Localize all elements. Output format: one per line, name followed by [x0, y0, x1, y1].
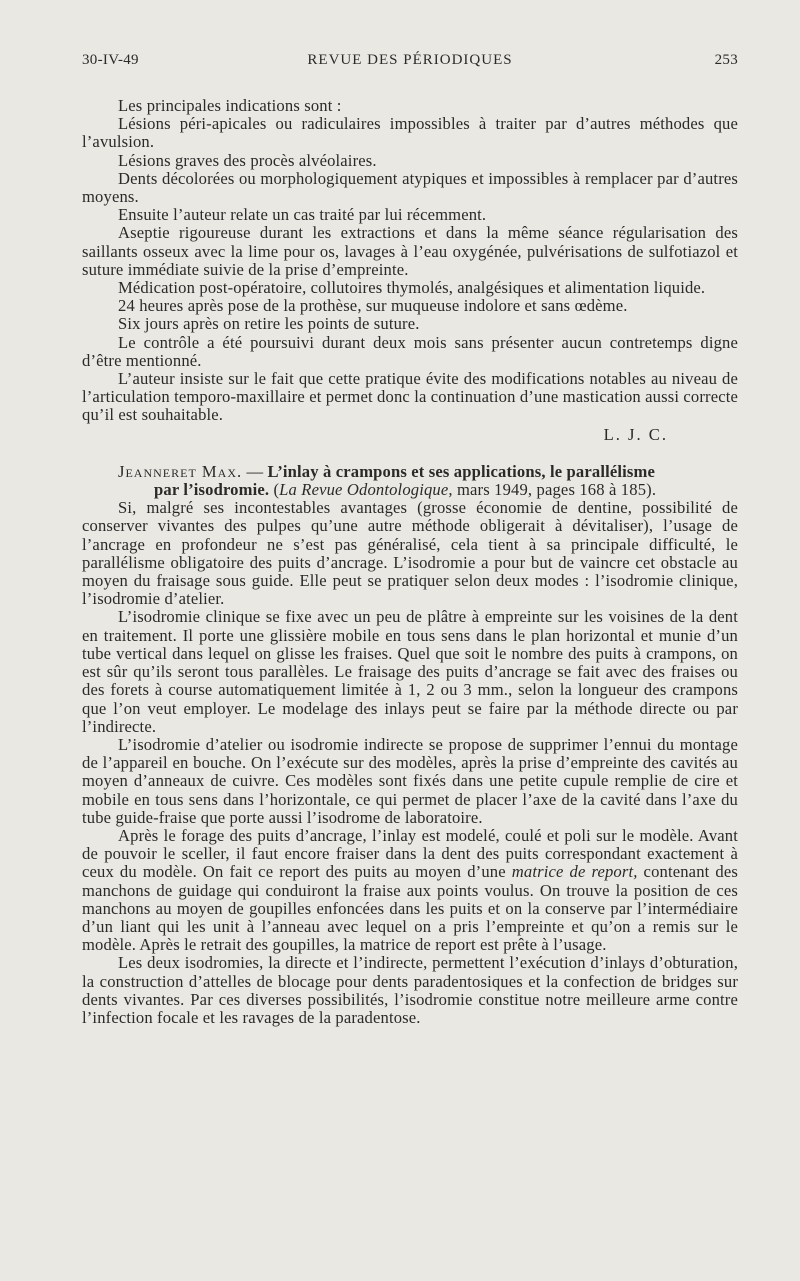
entry-source-open: ( [269, 480, 280, 500]
entry-journal: La Revue Odontologique, [279, 480, 453, 500]
paragraph: Les deux isodromies, la directe et l’indirecte, permettent l’exécution d’inlays d’obturation, la construction d’attelles de blocage pour dents paradentosiques et la confection de bridges sur dents vivantes. Par ces diverses possibilités, l’isodromie constitue notre meilleure arme contre l’infection focale et les ravages de la paradentose. [82, 953, 738, 1027]
entry-author: Jeanneret Max. [118, 461, 243, 481]
paragraph: Le contrôle a été poursuivi durant deux mois sans présenter aucun contretemps digne d’être mentionné. [82, 332, 738, 370]
entry-heading [82, 463, 738, 499]
paragraph: L’isodromie d’atelier ou isodromie indirecte se propose de supprimer l’ennui du montage de l’appareil en bouche. On l’exécute sur des modèles, après la prise d’empreinte des cavités au moyen d’anneaux de cuivre. Ces modèles sont fixés dans une petite cupule remplie de cire et mobile en tous sens dans l’horizontale, ce qui permet de placer l’axe de la cavité dans l’axe du tube guide-fraise que porte aussi l’isodrome de laboratoire. [82, 734, 738, 827]
paragraph [82, 827, 738, 954]
paragraph: Lésions péri-apicales ou radiculaires impossibles à traiter par d’autres méthodes que l’avulsion. [82, 114, 738, 152]
header-title: REVUE DES PÉRIODIQUES [307, 52, 513, 68]
paragraph: L’isodromie clinique se fixe avec un peu de plâtre à empreinte sur les voisines de la dent en traitement. Il porte une glissière mobile en tous sens dans le plan horizontal et munie d’un tube vertical dans lequel on glisse les fraises. Quel que soit le nombre des puits à crampons, on est sûr qu’ils seront tous parallèles. Le fraisage des puits d’ancrage se fait avec des fraises ou des forets à course automatiquement limitée à 1, 2 ou 3 mm., selon la longueur des crampons que l’on veut employer. Le modelage des inlays peut se faire par la méthode directe ou par l’indirecte. [82, 607, 738, 736]
previous-review [82, 97, 738, 444]
journal-page [82, 52, 738, 1027]
paragraph-text: contenant des manchons de guidage qui conduiront la fraise aux points voulus. On trouve la position de ces manchons au moyen de goupilles enfoncées dans les puits et on la conserve par l’intermédiaire d’un liant qui les unit à l’anneau avec lequel on a pris l’empreinte et qu’on a remis sur le modèle. Après le retrait des goupilles, la matrice de report est prête à l’usage. [82, 862, 738, 955]
page-number: 253 [714, 52, 738, 68]
entry-title: L’inlay à crampons et ses applications, le parallélisme [267, 461, 655, 481]
reviewer-signature: L. J. C. [603, 424, 668, 444]
running-header [82, 52, 738, 74]
paragraph: Médication post-opératoire, collutoires thymolés, analgésiques et alimentation liquide. [118, 278, 706, 298]
paragraph: Les principales indications sont : [118, 96, 342, 115]
header-date: 30-IV-49 [82, 52, 139, 68]
paragraph: Ensuite l’auteur relate un cas traité par lui récemment. [118, 205, 487, 225]
article-body [82, 97, 738, 1027]
entry-title-end: par l’isodromie. [154, 480, 270, 500]
entry-source: mars 1949, pages 168 à 185). [452, 480, 657, 500]
paragraph: 24 heures après pose de la prothèse, sur muqueuse indolore et sans œdème. [118, 296, 628, 316]
italic-term: matrice de report, [511, 862, 638, 882]
paragraph: L’auteur insiste sur le fait que cette pratique évite des modifications notables au niveau de l’articulation temporo-maxillaire et permet donc la continuation d’une mastication aussi correcte qu’il est souhaitable. [82, 369, 738, 425]
paragraph: Aseptie rigoureuse durant les extractions et dans la même séance régularisation des saillants osseux avec la lime pour os, lavages à l’eau oxygénée, pulvérisations de sulfotiazol et suture immédiate suivie de la prise d’empreinte. [82, 223, 738, 279]
paragraph: Si, malgré ses incontestables avantages (grosse économie de dentine, possibilité de conserver vivantes des pulpes qu’une autre méthode obligerait à dévitaliser), l’usage de l’ancrage en profondeur ne s’est pas généralisé, cela tient à sa principale difficulté, le parallélisme obligatoire des puits d’ancrage. L’isodromie a pour but de vaincre cet obstacle au moyen du fraisage sous guide. Elle peut se pratiquer selon deux modes : l’isodromie clinique, l’isodromie d’atelier. [82, 498, 738, 609]
paragraph: Six jours après on retire les points de suture. [118, 314, 420, 334]
entry-title-continued [82, 481, 738, 499]
paragraph: Dents décolorées ou morphologiquement atypiques et impossibles à remplacer par d’autres moyens. [82, 168, 738, 207]
entry-dash: — [242, 461, 268, 481]
review-entry [82, 463, 738, 1027]
paragraph: Lésions graves des procès alvéolaires. [118, 150, 377, 170]
paragraph-text: Après le forage des puits d’ancrage, l’inlay est modelé, coulé et poli sur le modèle. Avant de pouvoir le sceller, il faut encore fraiser dans la dent des puits correspondant exactement à ceux du modèle. On fait ce report des puits au moyen d’une [82, 825, 738, 882]
